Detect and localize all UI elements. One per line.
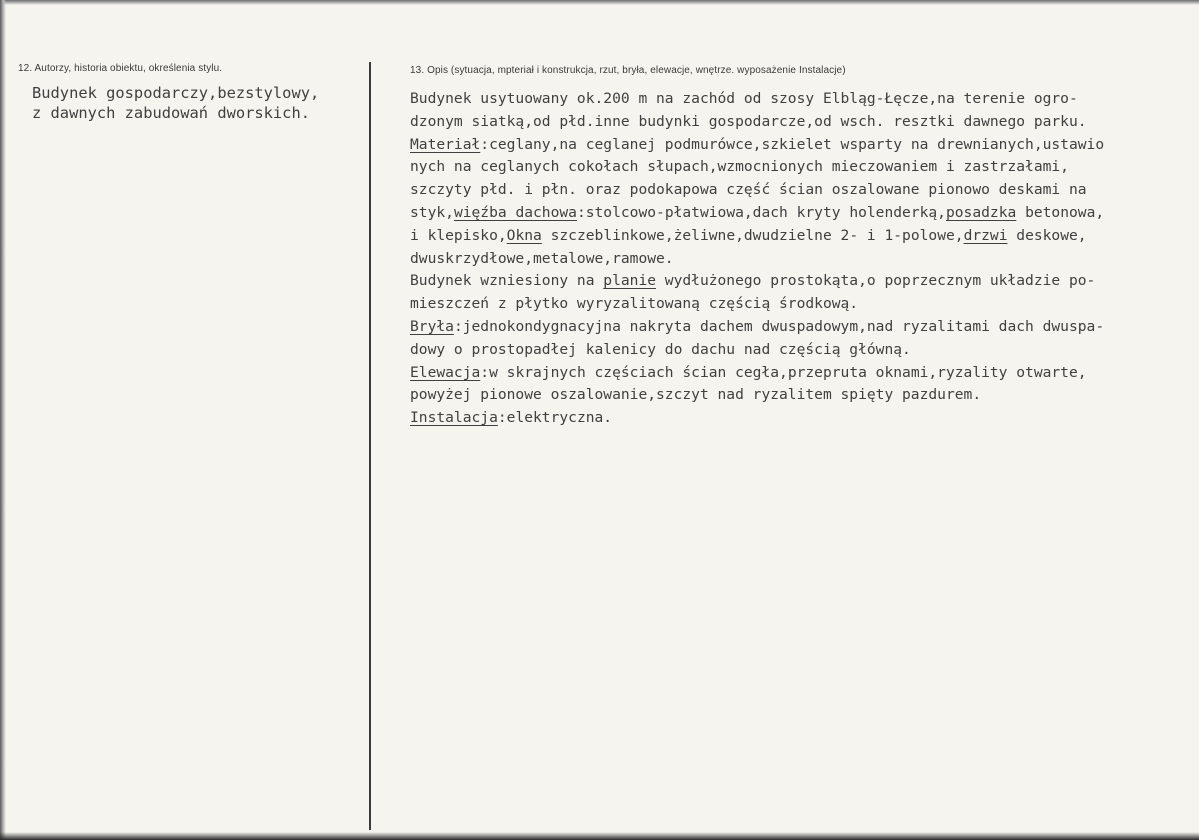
section-12-heading: 12. Autorzy, historia obiektu, określenia stylu. — [18, 63, 223, 74]
text-segment: wydłużonego prostokąta,o poprzecznym układzie po- — [656, 272, 1096, 290]
underlined-term: planie — [603, 272, 657, 290]
typed-line — [410, 270, 1104, 293]
typed-line — [410, 111, 1104, 134]
typed-line — [410, 179, 1104, 202]
text-segment: i klepisko, — [410, 226, 507, 244]
text-segment: deskowe, — [1007, 226, 1087, 244]
underlined-term: posadzka — [945, 203, 1017, 221]
text-segment: :elektryczna. — [497, 409, 613, 427]
text-segment: powyżej pionowe oszalowanie,szczyt nad ryzalitem spięty pazdurem. — [410, 386, 982, 404]
underlined-term: Okna — [506, 226, 542, 244]
section-13-heading: 13. Opis (sytuacja, mpteriał i konstrukcja, rzut, bryła, elewacje, wnętrze. wyposażenie Instalacje) — [410, 65, 846, 76]
text-segment: betonowa, — [1016, 203, 1105, 221]
text-segment: :ceglany,na ceglanej podmurówce,szkielet wsparty na drewnianych,ustawio — [480, 135, 1105, 153]
underlined-term: więźba dachowa — [453, 203, 577, 221]
typed-line — [410, 202, 1104, 225]
underlined-term: Materiał — [410, 135, 481, 153]
text-segment: styk, — [410, 203, 454, 221]
text-segment: :jednokondygnacyjna nakryta dachem dwuspadowym,nad ryzalitami dach dwuspa- — [453, 317, 1105, 335]
typed-line: z dawnych zabudowań dworskich. — [32, 104, 310, 122]
typed-line — [410, 316, 1104, 339]
text-segment: nych na ceglanych cokołach słupach,wzmocnionych mieczowaniem i zastrzałami, — [410, 158, 1069, 176]
typed-line — [410, 156, 1104, 179]
text-segment: mieszczeń z płytko wyryzalitowaną częścią środkową. — [410, 295, 859, 313]
typed-line — [410, 225, 1104, 248]
section-13-text — [410, 88, 1104, 430]
scan-left-edge — [0, 0, 6, 840]
typed-line — [410, 339, 1104, 362]
typed-line — [410, 293, 1104, 316]
typed-line: Budynek gospodarczy,bezstylowy, — [32, 84, 320, 102]
column-divider — [369, 62, 371, 830]
text-segment: dowy o prostopadłej kalenicy do dachu nad częścią główną. — [410, 340, 911, 358]
text-segment: szczyty płd. i płn. oraz podokapowa część ścian oszalowane pionowo deskami na — [410, 181, 1087, 199]
underlined-term: drzwi — [963, 226, 1008, 244]
typed-line — [410, 134, 1104, 157]
typed-line — [410, 88, 1104, 111]
underlined-term: Bryła — [410, 317, 454, 335]
section-12-text — [32, 83, 319, 123]
typed-line — [410, 384, 1104, 407]
text-segment: :w skrajnych częściach ścian cegła,przepruta oknami,ryzality otwarte, — [480, 363, 1087, 381]
underlined-term: Instalacja — [410, 409, 498, 427]
text-segment: szczeblinkowe,żeliwne,dwudzielne 2- i 1-polowe, — [541, 226, 964, 244]
text-segment: Budynek wzniesiony na — [410, 272, 604, 290]
typed-line — [410, 362, 1104, 385]
text-segment: dwuskrzydłowe,metalowe,ramowe. — [410, 249, 674, 267]
text-segment: :stolcowo-płatwiowa,dach kryty holenderką, — [576, 203, 946, 221]
scan-top-edge — [0, 0, 1199, 5]
typed-line — [410, 407, 1104, 430]
text-segment: dzonym siatką,od płd.inne budynki gospodarcze,od wsch. resztki dawnego parku. — [410, 112, 1087, 130]
typed-line — [410, 248, 1104, 271]
underlined-term: Elewacja — [410, 363, 481, 381]
text-segment: Budynek usytuowany ok.200 m na zachód od szosy Elbląg-Łęcze,na terenie ogro- — [410, 90, 1078, 107]
scan-bottom-edge — [0, 832, 1199, 840]
